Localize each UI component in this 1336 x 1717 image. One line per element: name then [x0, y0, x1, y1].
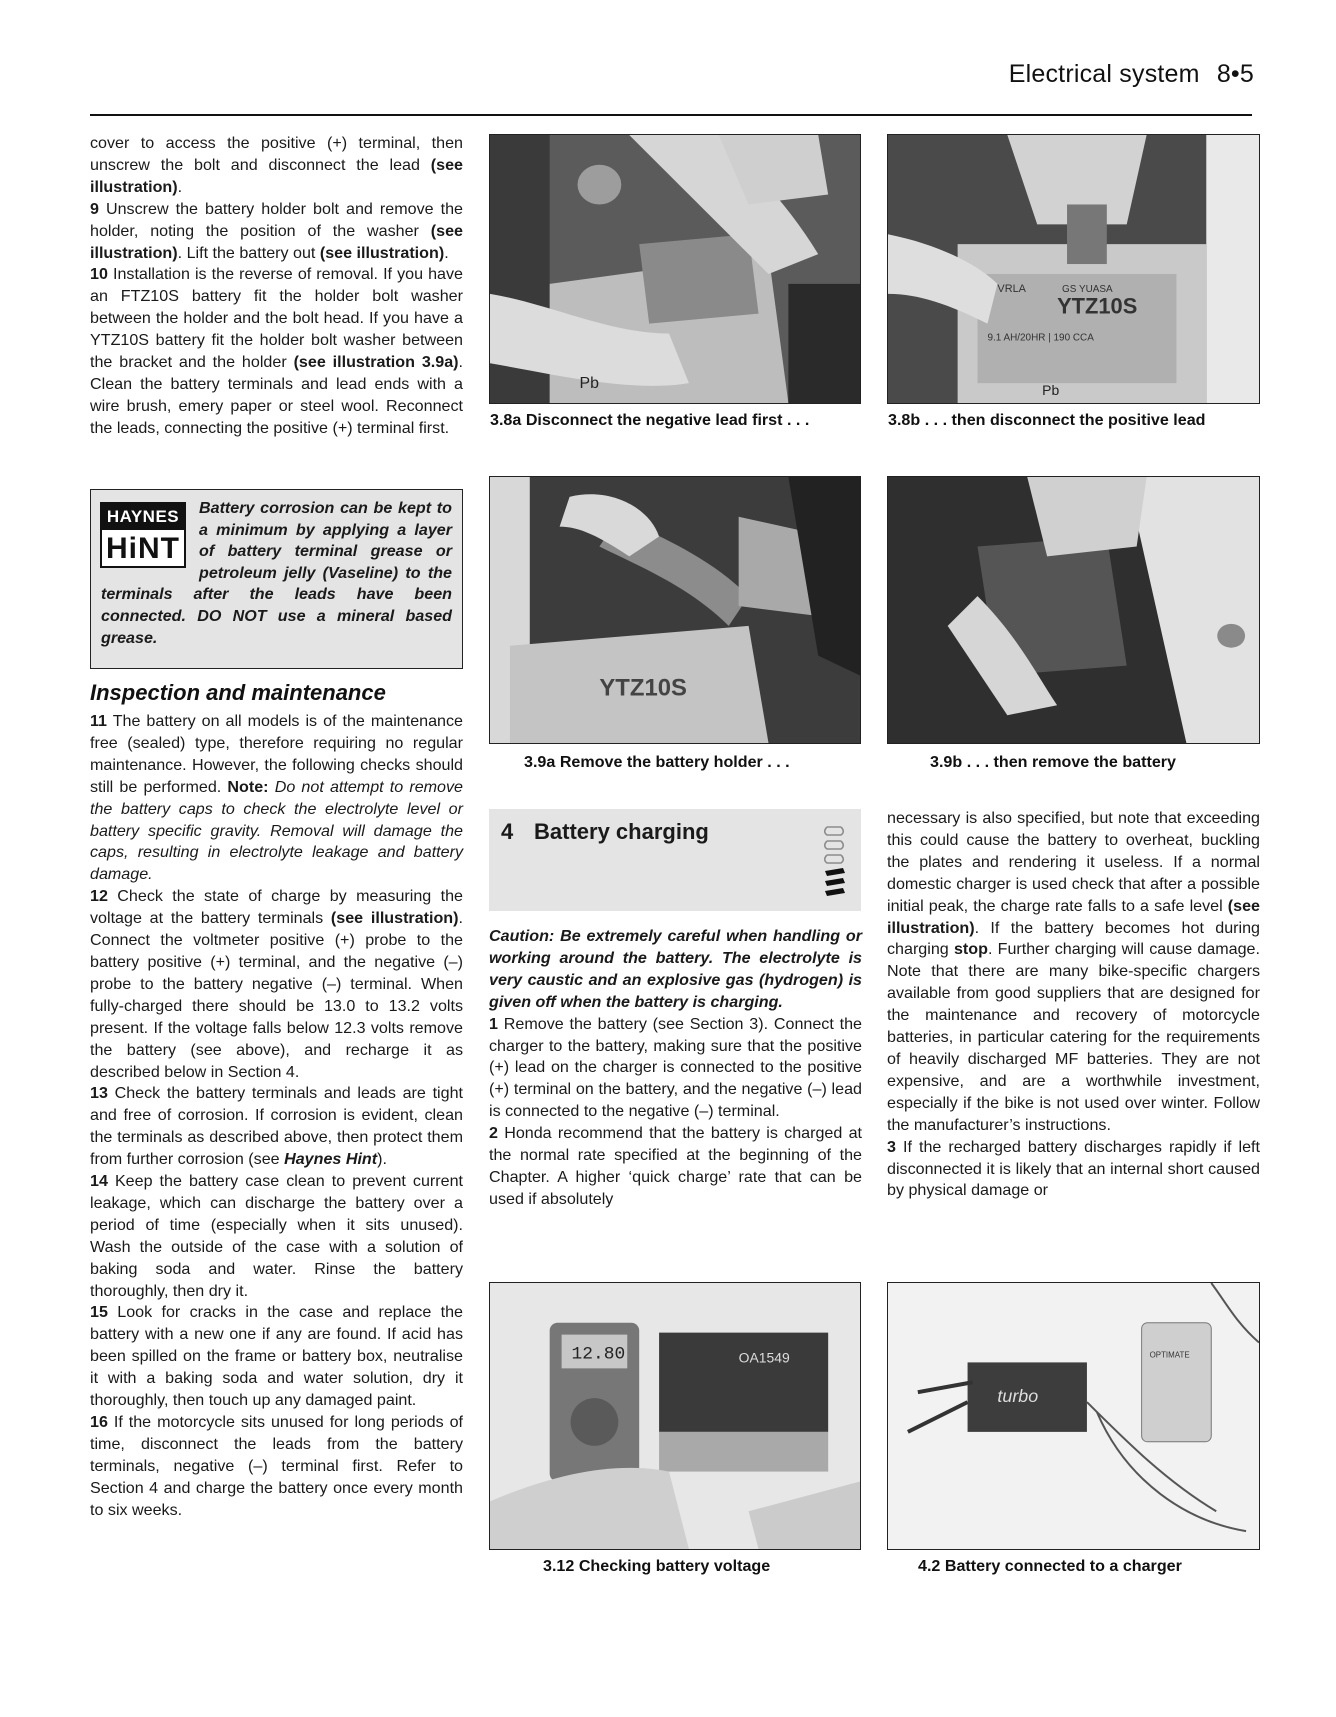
photo-label-ytz10s-2: YTZ10S — [599, 674, 687, 702]
header-rule — [90, 114, 1252, 116]
photo-label-turbo: turbo — [997, 1386, 1039, 1407]
col1b-paragraph-6: 16 If the motorcycle sits unused for long periods of time, disconnect the leads from the battery terminals, negative (–) terminal first. Refer to Section 4 and charge the battery once every month to six weeks. — [90, 1413, 463, 1519]
photo-label-yuasa: GS YUASA — [1062, 283, 1113, 295]
col2-paragraph-1: Caution: Be extremely careful when handling or working around the battery. The electrolyte is very caustic and an explosive gas (hydrogen) is given off when the battery is charging. — [489, 927, 862, 1011]
haynes-hint-box — [90, 489, 463, 669]
section-title: Battery charging — [534, 819, 709, 844]
col1b-paragraph-3: 13 Check the battery terminals and leads are tight and free of corrosion. If corrosion is evident, clean the terminals as described above, then protect them from further corrosion (see Haynes Hint). — [90, 1084, 463, 1169]
photo-label-optimate: OPTIMATE — [1149, 1350, 1190, 1360]
hint-text-block — [101, 498, 452, 649]
caption-3-9a — [524, 753, 790, 772]
col1b-paragraph-2: 12 Check the state of charge by measuring the voltage at the battery terminals (see illustration). Connect the voltmeter positive (+) probe to the battery positive (+) terminal, and the negative (–) probe to the battery negative (–) terminal. When fully-charged there should be 13.0 to 13.2 volts present. If the voltage falls below 12.3 volts remove the battery (see above), and recharge it as described below in Section 4. — [90, 887, 463, 1081]
col1b-paragraph-5: 15 Look for cracks in the case and replace the battery with a new one if any are found. If acid has been spilled on the frame or battery box, neutralise it with a baking soda and water solution, dry it thoroughly, then touch up any damaged paint. — [90, 1303, 463, 1410]
column-3-text — [887, 808, 1260, 1202]
column-2-text — [489, 926, 862, 1211]
column-1-bottom-text — [90, 711, 463, 1522]
caption-4-2 — [918, 1557, 1182, 1576]
col2-paragraph-3: 2 Honda recommend that the battery is charged at the normal rate specified at the beginning of the Chapter. A higher ‘quick charge’ rate that can be used if absolutely — [489, 1124, 862, 1208]
caption-3-8b — [888, 411, 1206, 430]
caption-3-9a-num: 3.9a — [524, 753, 556, 771]
col1a-paragraph-2: 9 Unscrew the battery holder bolt and remove the holder, noting the position of the washer (see illustration). Lift the battery out (see illustration). — [90, 199, 463, 262]
caption-3-12-num: 3.12 — [543, 1557, 575, 1575]
photo-label-pb-2: Pb — [1042, 382, 1060, 399]
photo-label-vrla: VRLA — [997, 282, 1026, 295]
hint-logo-bottom: HiNT — [106, 532, 180, 565]
photo-label-oa: OA1549 — [738, 1349, 790, 1366]
caption-3-9b — [930, 753, 1176, 772]
photo-3-9a — [489, 476, 861, 744]
caption-3-8a-num: 3.8a — [490, 411, 522, 429]
column-1-top-text — [90, 133, 463, 440]
photo-label-ytz10s: YTZ10S — [1057, 293, 1138, 319]
photo-3-8b — [887, 134, 1260, 404]
col1a-paragraph-1: cover to access the positive (+) terminal, then unscrew the bolt and disconnect the lead (see illustration). — [90, 134, 463, 196]
photo-3-12 — [489, 1282, 861, 1550]
section-heading: Inspection and maintenance — [90, 680, 386, 705]
photo-3-8a — [489, 134, 861, 404]
caption-4-2-num: 4.2 — [918, 1557, 941, 1575]
caption-3-9b-text: . . . then remove the battery — [966, 753, 1176, 771]
chapter-title: Electrical system — [1008, 60, 1200, 88]
photo-label-pb: Pb — [579, 375, 599, 393]
col2-paragraph-2: 1 Remove the battery (see Section 3). Connect the charger to the battery, making sure that the positive (+) lead on the charger is connected to the positive (+) terminal on the battery, and the negative (–) lead is connected to the negative (–) terminal. — [489, 1014, 862, 1121]
col1b-paragraph-4: 14 Keep the battery case clean to prevent current leakage, which can discharge the battery over a period of time (especially when it sits unused). Wash the outside of the case with a solution of baking soda and water. Rinse the battery thoroughly, then dry it. — [90, 1172, 463, 1300]
running-header — [1009, 60, 1254, 89]
hint-logo-top: HAYNES — [102, 504, 184, 530]
caption-3-9b-num: 3.9b — [930, 753, 963, 771]
photo-3-9b — [887, 476, 1260, 744]
col3-paragraph-1: necessary is also specified, but note that exceeding this could cause the battery to overheat, buckling the plates and rendering it useless. If a normal domestic charger is used check that after a possible initial peak, the charge rate falls to a safe level (see illustration). If the battery becomes hot during charging stop. Further charging will cause damage. Note that there are many bike-specific chargers available from good suppliers that are designed for the maintenance and recovery of motorcycle batteries, in particular catering for the requirements of heavily discharged MF batteries. They are not expensive, and are a worthwhile investment, especially if the bike is not used over winter. Follow the manufacturer’s instructions. — [887, 809, 1260, 1134]
photo-label-meter: 12.80 — [571, 1344, 626, 1365]
caption-3-12 — [543, 1557, 770, 1576]
col1b-paragraph-1: 11 The battery on all models is of the maintenance free (sealed) type, therefore requiring no regular maintenance. However, the following checks should still be performed. Note: Do not attempt to remove the battery caps to check the electrolyte level or battery specific gravity. Removal will damage the caps, resulting in electrolyte leakage and battery damage. — [90, 712, 463, 884]
page-number: 8•5 — [1216, 60, 1254, 88]
wrench-rating-icon — [821, 821, 849, 903]
caption-3-12-text: Checking battery voltage — [578, 1557, 771, 1575]
caption-3-8b-text: . . . then disconnect the positive lead — [924, 411, 1206, 429]
caption-4-2-text: Battery connected to a charger — [944, 1557, 1182, 1575]
col1a-paragraph-3: 10 Installation is the reverse of removal. If you have an FTZ10S battery fit the holder bolt washer between the holder and the bolt head. If you have a YTZ10S battery fit the holder bolt washer between the bracket and the holder (see illustration 3.9a). Clean the battery terminals and lead ends with a wire brush, emery paper or steel wool. Reconnect the leads, connecting the positive (+) terminal first. — [90, 265, 463, 437]
hint-text: Battery corrosion can be kept to a minimum by applying a layer of battery terminal grease or petroleum jelly (Vaseline) to the terminals after the leads have been connected. DO NOT use a mineral based grease. — [101, 499, 452, 647]
photo-4-2 — [887, 1282, 1260, 1550]
section-number: 4 — [501, 819, 514, 844]
section-4-box — [489, 809, 861, 911]
caption-3-8a — [490, 411, 809, 430]
caption-3-8b-num: 3.8b — [888, 411, 921, 429]
caption-3-8a-text: Disconnect the negative lead first . . . — [525, 411, 810, 429]
photo-label-spec: 9.1 AH/20HR | 190 CCA — [987, 332, 1094, 344]
col3-paragraph-2: 3 If the recharged battery discharges rapidly if left disconnected it is likely that an internal short caused by physical damage or — [887, 1137, 1260, 1200]
caption-3-9a-text: Remove the battery holder . . . — [559, 753, 790, 771]
